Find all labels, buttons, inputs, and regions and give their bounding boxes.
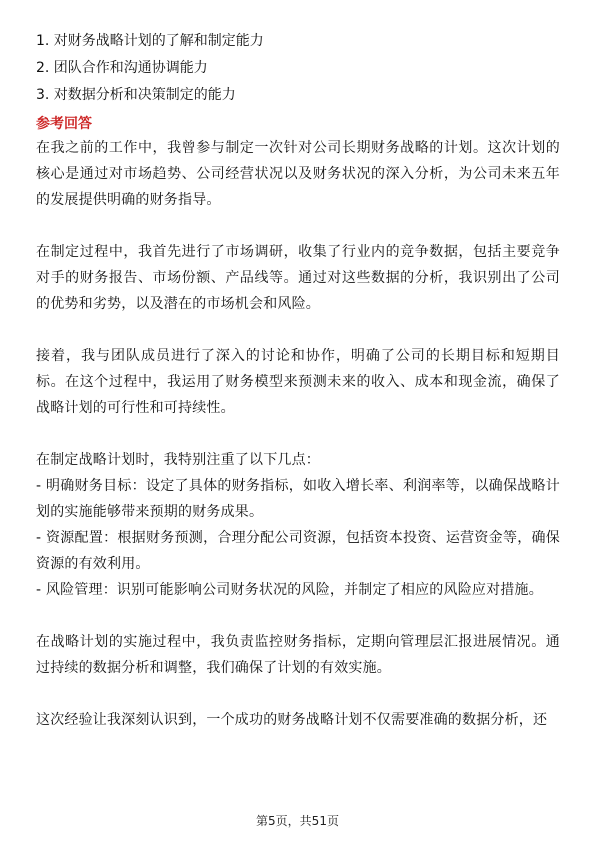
page-number-footer: 第5页，共51页 — [256, 814, 339, 828]
paragraph-5: 在战略计划的实施过程中，我负责监控财务指标，定期向管理层汇报进展情况。通过持续的数据分析和调整，我们确保了计划的有效实施。 — [36, 634, 560, 676]
answer-heading: 参考回答 — [36, 116, 92, 132]
paragraph-4-intro: 在制定战略计划时，我特别注重了以下几点： — [36, 452, 320, 468]
bullet-resource-allocation: - 资源配置：根据财务预测，合理分配公司资源，包括资本投资、运营资金等，确保资源的有效利用。 — [36, 530, 560, 572]
paragraph-1: 在我之前的工作中，我曾参与制定一次针对公司长期财务战略的计划。这次计划的核心是通过对市场趋势、公司经营状况以及财务状况的深入分析，为公司未来五年的发展提供明确的财务指导。 — [36, 140, 560, 208]
page-content — [36, 28, 560, 733]
paragraph-6: 这次经验让我深刻认识到，一个成功的财务战略计划不仅需要准确的数据分析，还 — [36, 712, 548, 728]
bullet-risk-management: - 风险管理：识别可能影响公司财务状况的风险，并制定了相应的风险应对措施。 — [36, 582, 543, 598]
paragraph-gap — [36, 213, 560, 239]
paragraph-3: 接着，我与团队成员进行了深入的讨论和协作，明确了公司的长期目标和短期目标。在这个过程中，我运用了财务模型来预测未来的收入、成本和现金流，确保了战略计划的可行性和可持续性。 — [36, 348, 560, 416]
list-item: 2. 团队合作和沟通协调能力 — [36, 60, 208, 76]
paragraph-2: 在制定过程中，我首先进行了市场调研，收集了行业内的竞争数据，包括主要竞争对手的财务报告、市场份额、产品线等。通过对这些数据的分析，我识别出了公司的优势和劣势，以及潜在的市场机会和风险。 — [36, 244, 560, 312]
paragraph-gap — [36, 603, 560, 629]
paragraph-gap — [36, 681, 560, 707]
paragraph-gap — [36, 317, 560, 343]
list-item: 1. 对财务战略计划的了解和制定能力 — [36, 33, 264, 49]
bullet-financial-goals: - 明确财务目标：设定了具体的财务指标，如收入增长率、利润率等，以确保战略计划的实施能够带来预期的财务成果。 — [36, 478, 560, 520]
paragraph-gap — [36, 421, 560, 447]
list-item: 3. 对数据分析和决策制定的能力 — [36, 87, 236, 103]
